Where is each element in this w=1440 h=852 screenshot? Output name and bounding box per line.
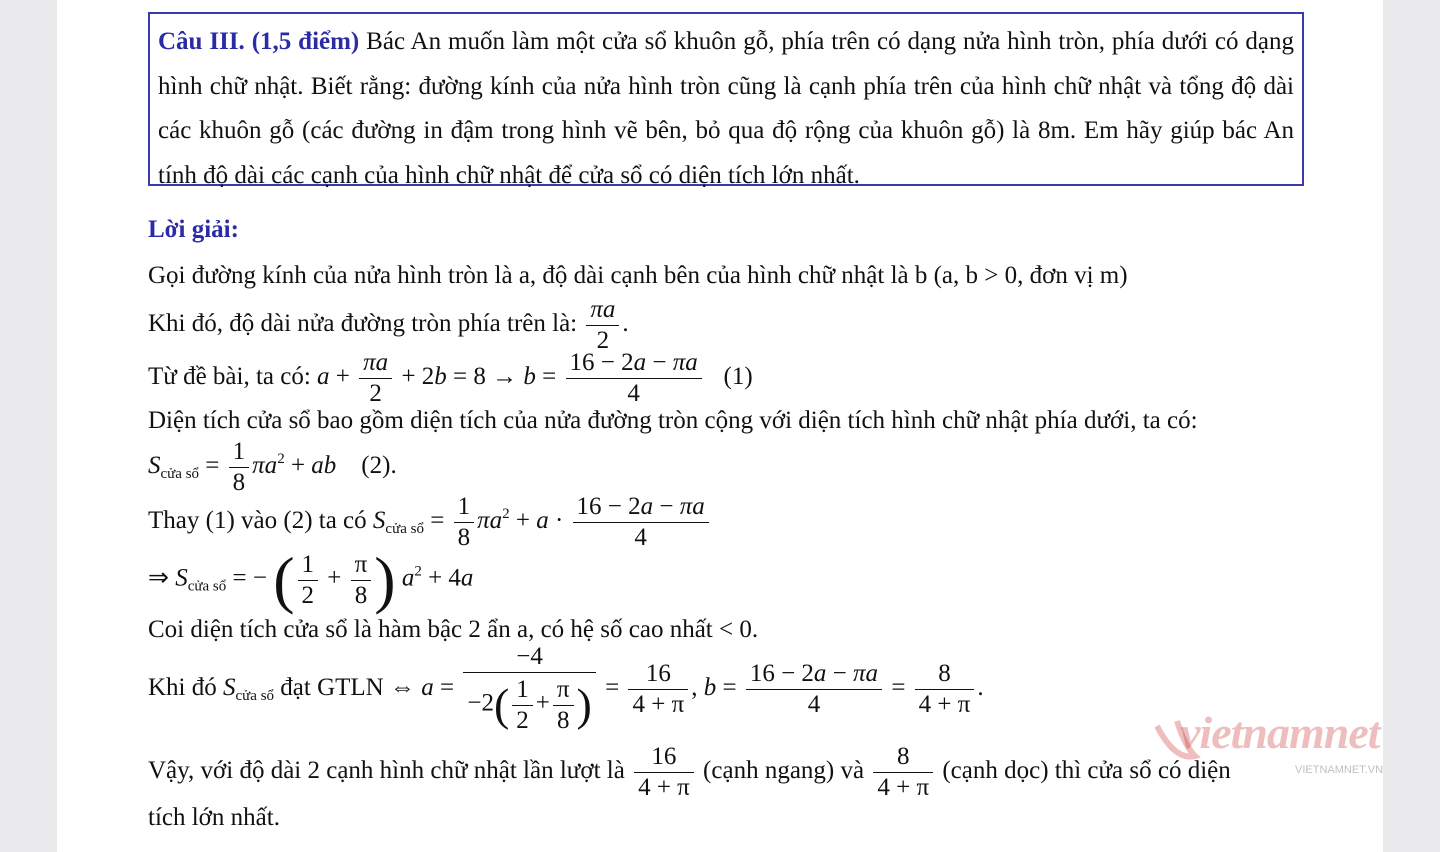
solution-line-1: Gọi đường kính của nửa hình tròn là a, độ dài cạnh bên của hình chữ nhật là b (a, b > 0, đơn vị m)	[148, 262, 1128, 289]
solution-line-11: tích lớn nhất.	[148, 804, 280, 831]
solution-line-8: Coi diện tích cửa sổ là hàm bậc 2 ẩn a, có hệ số cao nhất < 0.	[148, 616, 759, 643]
solution-line-3: Từ đề bài, ta có: a + $\frac{\pi a}{2}$ + 2b = 8 → b = $\frac{16 - 2a - \pi a}{4}$ (1)	[148, 349, 753, 407]
fraction-b-expression: $\frac{16 - 2a - \pi a}{4}$	[566, 348, 702, 409]
solution-line-6: Thay (1) vào (2) ta có $S_{cửa sổ}$ = $\frac{1}{8}$ $\pi a^2 + a$ · $\frac{16 - 2a - \pi a}{4}$	[148, 492, 712, 553]
solution-line-4: Diện tích cửa sổ bao gồm diện tích của nửa đường tròn cộng với diện tích hình chữ nhật phía dưới, ta có:	[148, 407, 1198, 434]
fraction-pi-a-over-2: $\frac{\pi a}{2}$	[586, 295, 619, 356]
watermark-site: VIETNAMNET.VN	[1295, 764, 1384, 776]
solution-heading: Lời giải:	[148, 216, 239, 243]
problem-box	[148, 12, 1304, 189]
watermark-brand: vietnamnet	[1180, 707, 1380, 758]
solution-line-7: ⇒ $S_{cửa sổ}$ = − ( $\frac{1}{2}$ + $\frac{\pi}{8}$ ) $a^2 + 4a$	[148, 544, 474, 615]
solution-line-2: Khi đó, độ dài nửa đường tròn phía trên là: $\frac{\pi a}{2}$ .	[148, 296, 629, 354]
solution-line-9: Khi đó $S_{cửa sổ}$ đạt GTLN ⇔ a = −4 −2( $\frac{1}{2}$ + $\frac{\pi}{8}$ ) = $\frac{16}{4 + \pi}$ , b = $\frac{16 - 2a - \pi a}{4}$ = $\frac{8}{4 + \pi}$ .	[148, 642, 984, 737]
document-page	[57, 0, 1383, 852]
solution-line-10: Vậy, với độ dài 2 cạnh hình chữ nhật lần lượt là $\frac{16}{4 + \pi}$ (cạnh ngang) và $\frac{8}{4 + \pi}$ (cạnh dọc) thì cửa sổ có diện	[148, 743, 1231, 801]
problem-text: Bác An muốn làm một cửa sổ khuôn gỗ, phía trên có dạng nửa hình tròn, phía dưới có dạng hình chữ nhật. Biết rằng: đường kính của nửa hình tròn cũng là cạnh phía trên của hình chữ nhật và tổng độ dài các khuôn gỗ (các đường in đậm trong hình vẽ bên, bỏ qua độ rộng của khuôn gỗ) là 8m. Em hãy giúp bác An tính độ dài các cạnh của hình chữ nhật để cửa sổ có diện tích lớn nhất.	[158, 28, 1294, 189]
problem-label: Câu III. (1,5 điểm)	[158, 28, 360, 55]
solution-line-5: $S_{cửa sổ}$ = $\frac{1}{8}$ $\pi a^2$ + ab (2).	[148, 438, 397, 496]
